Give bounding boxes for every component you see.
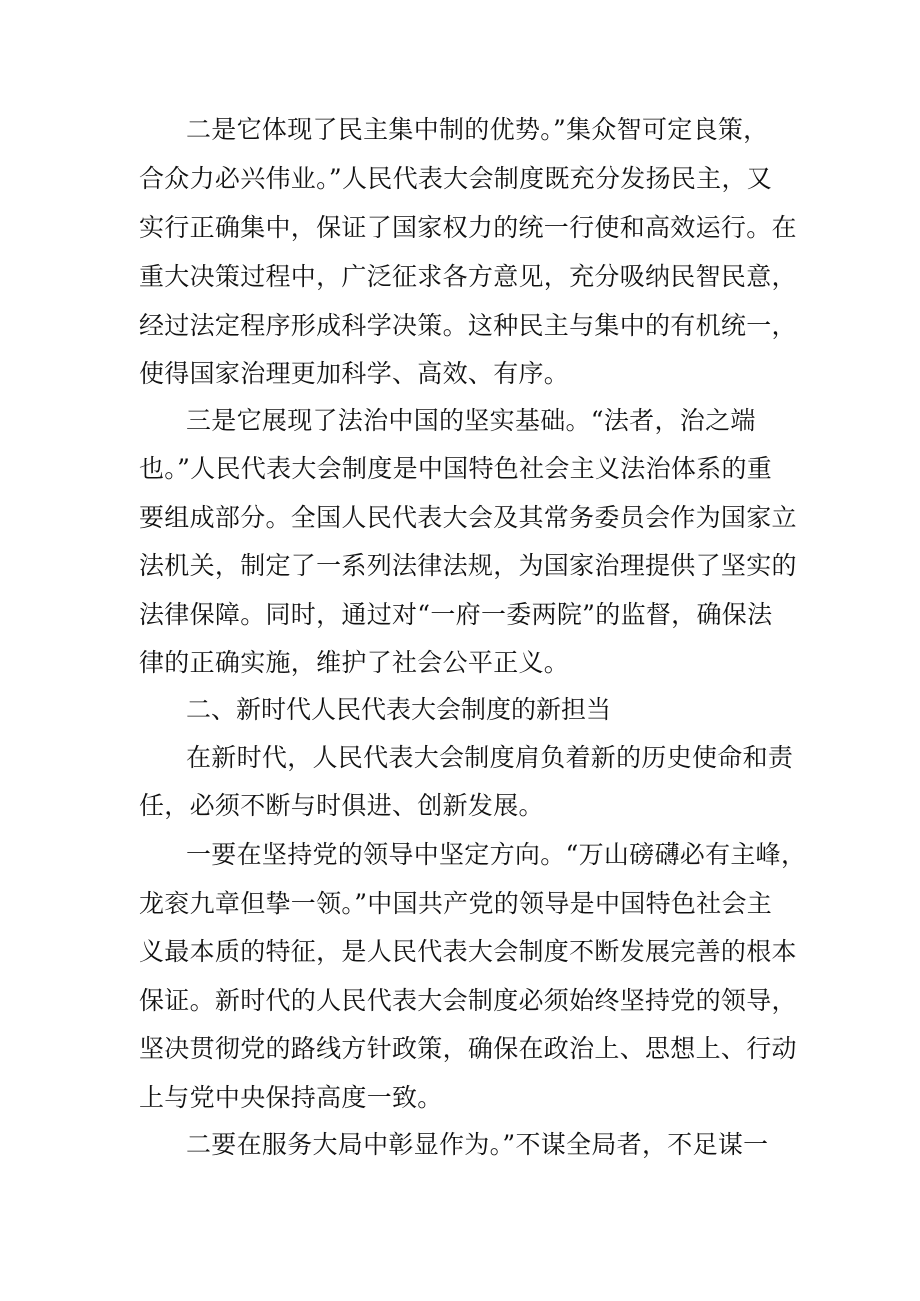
text-line: 法律保障。同时，通过对“一府一委两院”的监督，确保法 bbox=[139, 600, 773, 629]
text-line: 二是它体现了民主集中制的优势。”集众智可定良策， bbox=[186, 115, 769, 144]
text-line: 一要在坚持党的领导中坚定方向。“万山磅礴必有主峰， bbox=[186, 840, 807, 869]
text-line: 在新时代，人民代表大会制度肩负着新的历史使命和责 bbox=[186, 743, 794, 772]
section-heading: 二、新时代人民代表大会制度的新担当 bbox=[186, 695, 612, 724]
text-line: 任，必须不断与时俱进、创新发展。 bbox=[139, 791, 544, 820]
text-line: 合众力必兴伟业。”人民代表大会制度既充分发扬民主，又 bbox=[139, 164, 773, 193]
text-line: 三是它展现了法治中国的坚实基础。“法者，治之端 bbox=[186, 406, 756, 435]
text-line: 保证。新时代的人民代表大会制度必须始终坚持党的领导， bbox=[139, 986, 797, 1015]
text-line: 上与党中央保持高度一致。 bbox=[139, 1083, 443, 1112]
text-line: 实行正确集中，保证了国家权力的统一行使和高效运行。在 bbox=[139, 213, 797, 242]
text-line: 使得国家治理更加科学、高效、有序。 bbox=[139, 359, 570, 388]
text-line: 龙衮九章但挚一领。”中国共产党的领导是中国特色社会主 bbox=[139, 889, 773, 918]
text-line: 律的正确实施，维护了社会公平正义。 bbox=[139, 648, 570, 677]
text-line: 二要在服务大局中彰显作为。”不谋全局者，不足谋一 bbox=[186, 1130, 769, 1159]
text-line: 经过法定程序形成科学决策。这种民主与集中的有机统一， bbox=[139, 311, 797, 340]
text-line: 法机关，制定了一系列法律法规，为国家治理提供了坚实的 bbox=[139, 551, 797, 580]
text-line: 要组成部分。全国人民代表大会及其常务委员会作为国家立 bbox=[139, 503, 797, 532]
text-line: 义最本质的特征，是人民代表大会制度不断发展完善的根本 bbox=[139, 937, 797, 966]
text-line: 坚决贯彻党的路线方针政策，确保在政治上、思想上、行动 bbox=[139, 1034, 797, 1063]
text-line: 重大决策过程中，广泛征求各方意见，充分吸纳民智民意， bbox=[139, 262, 797, 291]
text-line: 也。”人民代表大会制度是中国特色社会主义法治体系的重 bbox=[139, 454, 773, 483]
